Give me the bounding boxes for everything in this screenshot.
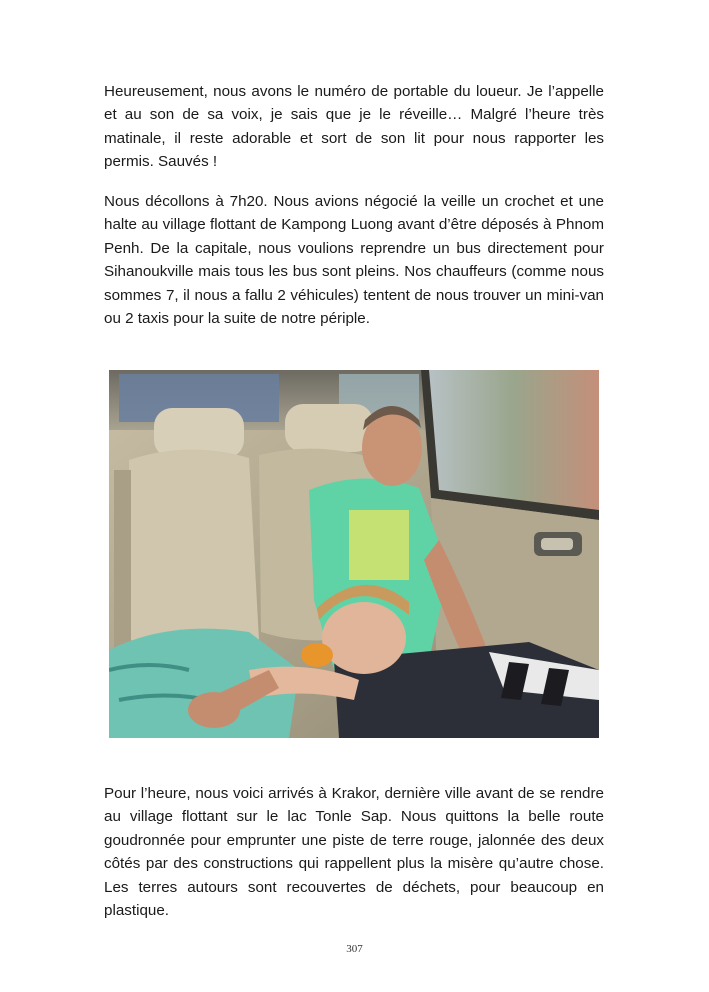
car-sleeping-photo [109, 370, 599, 738]
paragraph-rental-phone-call: Heureusement, nous avons le numéro de portable du loueur. Je l’appelle et au son de sa voix, je sais que je le réveille… Malgré l’heure très matinale, il reste adorable et sort de son lit pour nous rapporter les permis. Sauvés ! [104, 83, 604, 171]
paragraph-departure: Nous décollons à 7h20. Nous avions négocié la veille un crochet et une halte au village flottant de Kampong Luong avant d’être déposés à Phnom Penh. De la capitale, nous voulions reprendre un bus directement pour Sihanoukville mais tous les bus sont pleins. Nos chauffeurs (comme nous sommes 7, il nous a fallu 2 véhicules) tentent de nous trouver un mini-van ou 2 taxis pour la suite de notre périple. [104, 193, 604, 328]
paragraph-krakor-arrival: Pour l’heure, nous voici arrivés à Krakor, dernière ville avant de se rendre au village flottant sur le lac Tonle Sap. Nous quittons la belle route goudronnée pour emprunter une piste de terre rouge, jalonnée des deux côtés par des constructions qui rappellent plus la misère qu’autre chose. Les terres autours sont recouvertes de déchets, pour beaucoup en plastique. [104, 785, 604, 920]
page-number: 307 [346, 943, 363, 955]
